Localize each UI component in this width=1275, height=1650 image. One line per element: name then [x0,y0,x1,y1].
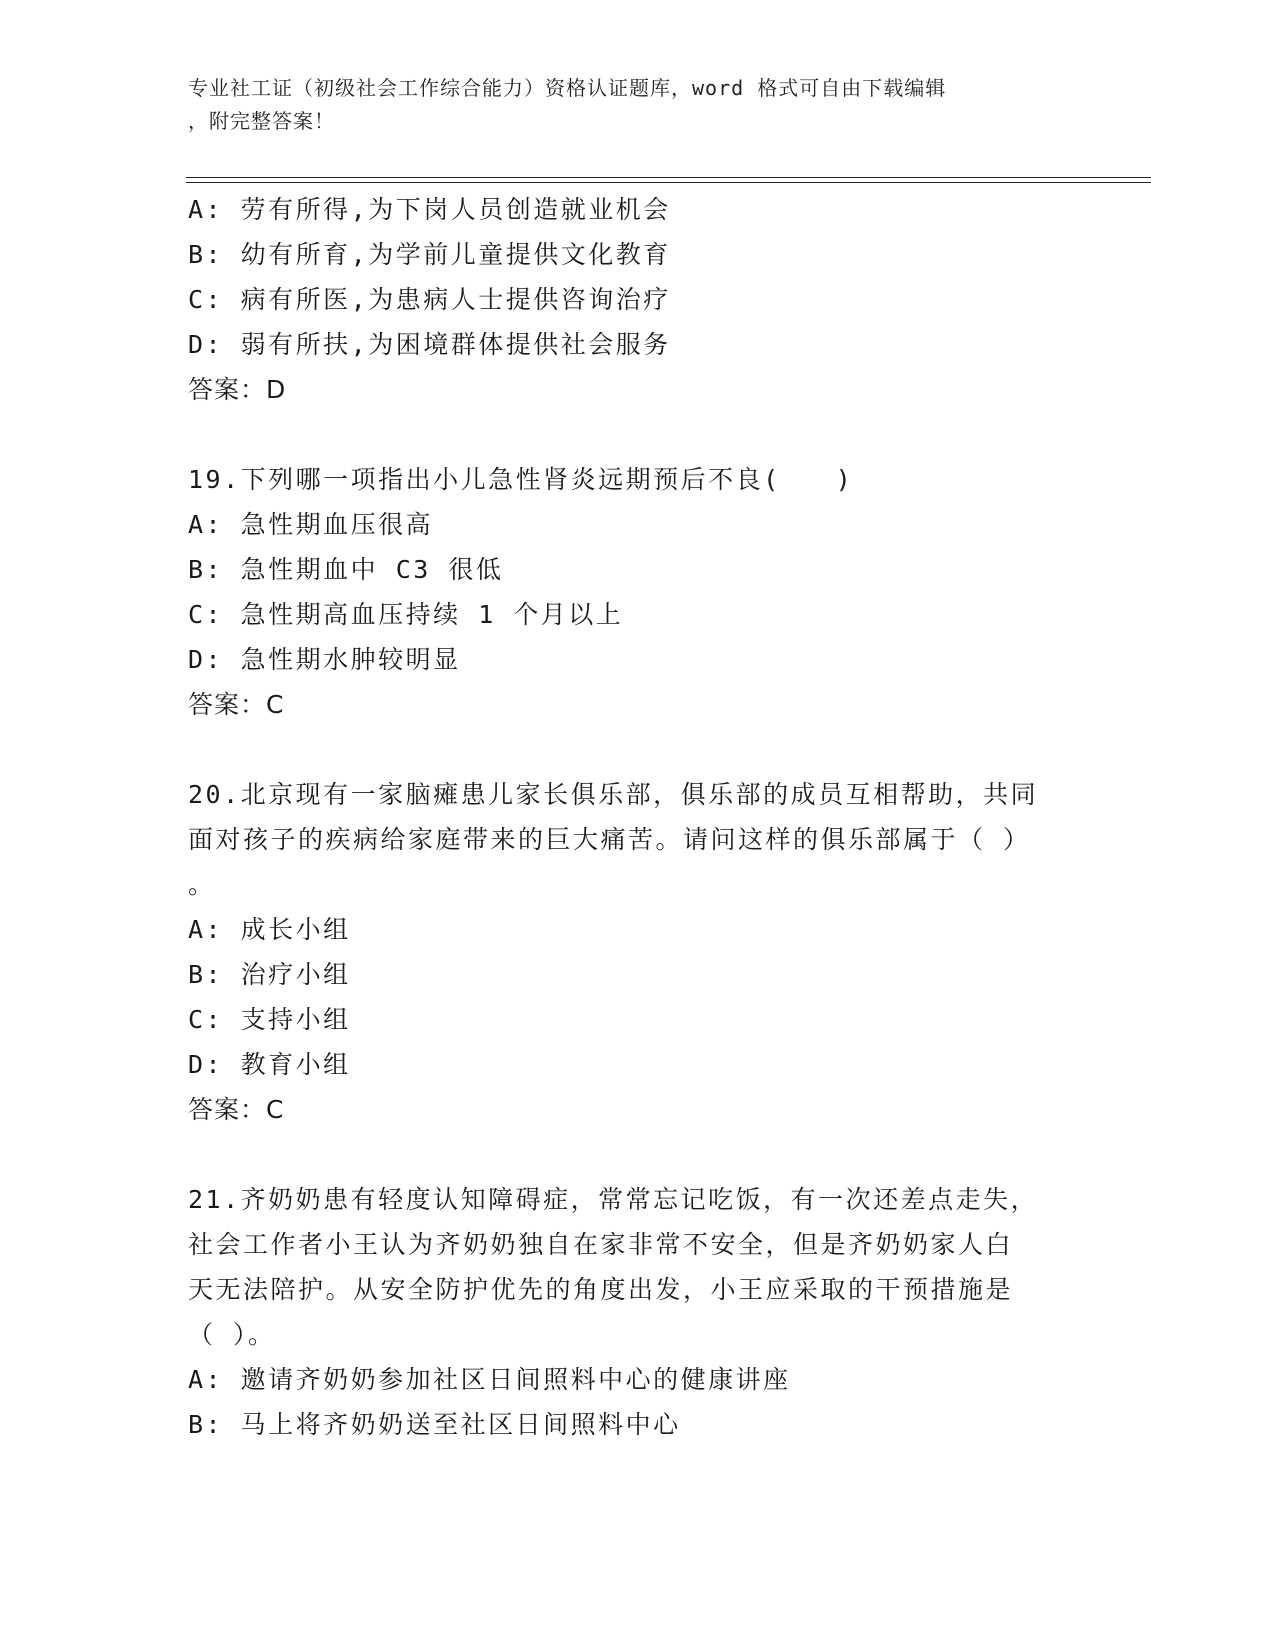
q18-option-c: C: 病有所医,为患病人士提供咨询治疗 [188,285,671,314]
q20-option-d: D: 教育小组 [188,1050,351,1079]
q18-option-d: D: 弱有所扶,为困境群体提供社会服务 [188,330,671,359]
q18-option-a: A: 劳有所得,为下岗人员创造就业机会 [188,195,671,224]
q21-option-b: B: 马上将齐奶奶送至社区日间照料中心 [188,1410,681,1439]
q20-answer: 答案：C [188,1095,285,1124]
q20-stem-line-3: 。 [188,870,216,899]
header-line-2: ，附完整答案！ [188,109,335,133]
q21-stem-line-3: 天无法陪护。从安全防护优先的角度出发，小王应采取的干预措施是 [188,1275,1014,1304]
q20-option-a: A: 成长小组 [188,915,351,944]
q21-stem-line-4: （ ）。 [188,1320,276,1349]
header-rule-bottom [186,182,1151,183]
q19-stem: 19.下列哪一项指出小儿急性肾炎远期预后不良( ) [188,465,854,494]
page-header [188,72,1088,138]
q20-option-c: C: 支持小组 [188,1005,351,1034]
q21-stem-line-2: 社会工作者小王认为齐奶奶独自在家非常不安全，但是齐奶奶家人白 [188,1230,1014,1259]
q19-option-c: C: 急性期高血压持续 1 个月以上 [188,600,624,629]
header-line-1: 专业社工证（初级社会工作综合能力）资格认证题库，word 格式可自由下载编辑 [188,76,947,100]
q19-option-a: A: 急性期血压很高 [188,510,434,539]
q19-option-b: B: 急性期血中 C3 很低 [188,555,504,584]
q20-stem-line-2: 面对孩子的疾病给家庭带来的巨大痛苦。请问这样的俱乐部属于（ ） [188,825,1031,854]
q19-answer: 答案：C [188,690,285,719]
q20-stem-line-1: 20.北京现有一家脑瘫患儿家长俱乐部，俱乐部的成员互相帮助，共同 [188,780,1039,809]
q18-option-b: B: 幼有所育,为学前儿童提供文化教育 [188,240,671,269]
q20-option-b: B: 治疗小组 [188,960,351,989]
q21-stem-line-1: 21.齐奶奶患有轻度认知障碍症，常常忘记吃饭，有一次还差点走失， [188,1185,1039,1214]
header-rule-top [186,177,1151,178]
q21-option-a: A: 邀请齐奶奶参加社区日间照料中心的健康讲座 [188,1365,791,1394]
q19-option-d: D: 急性期水肿较明显 [188,645,461,674]
q18-answer: 答案：D [188,375,287,404]
